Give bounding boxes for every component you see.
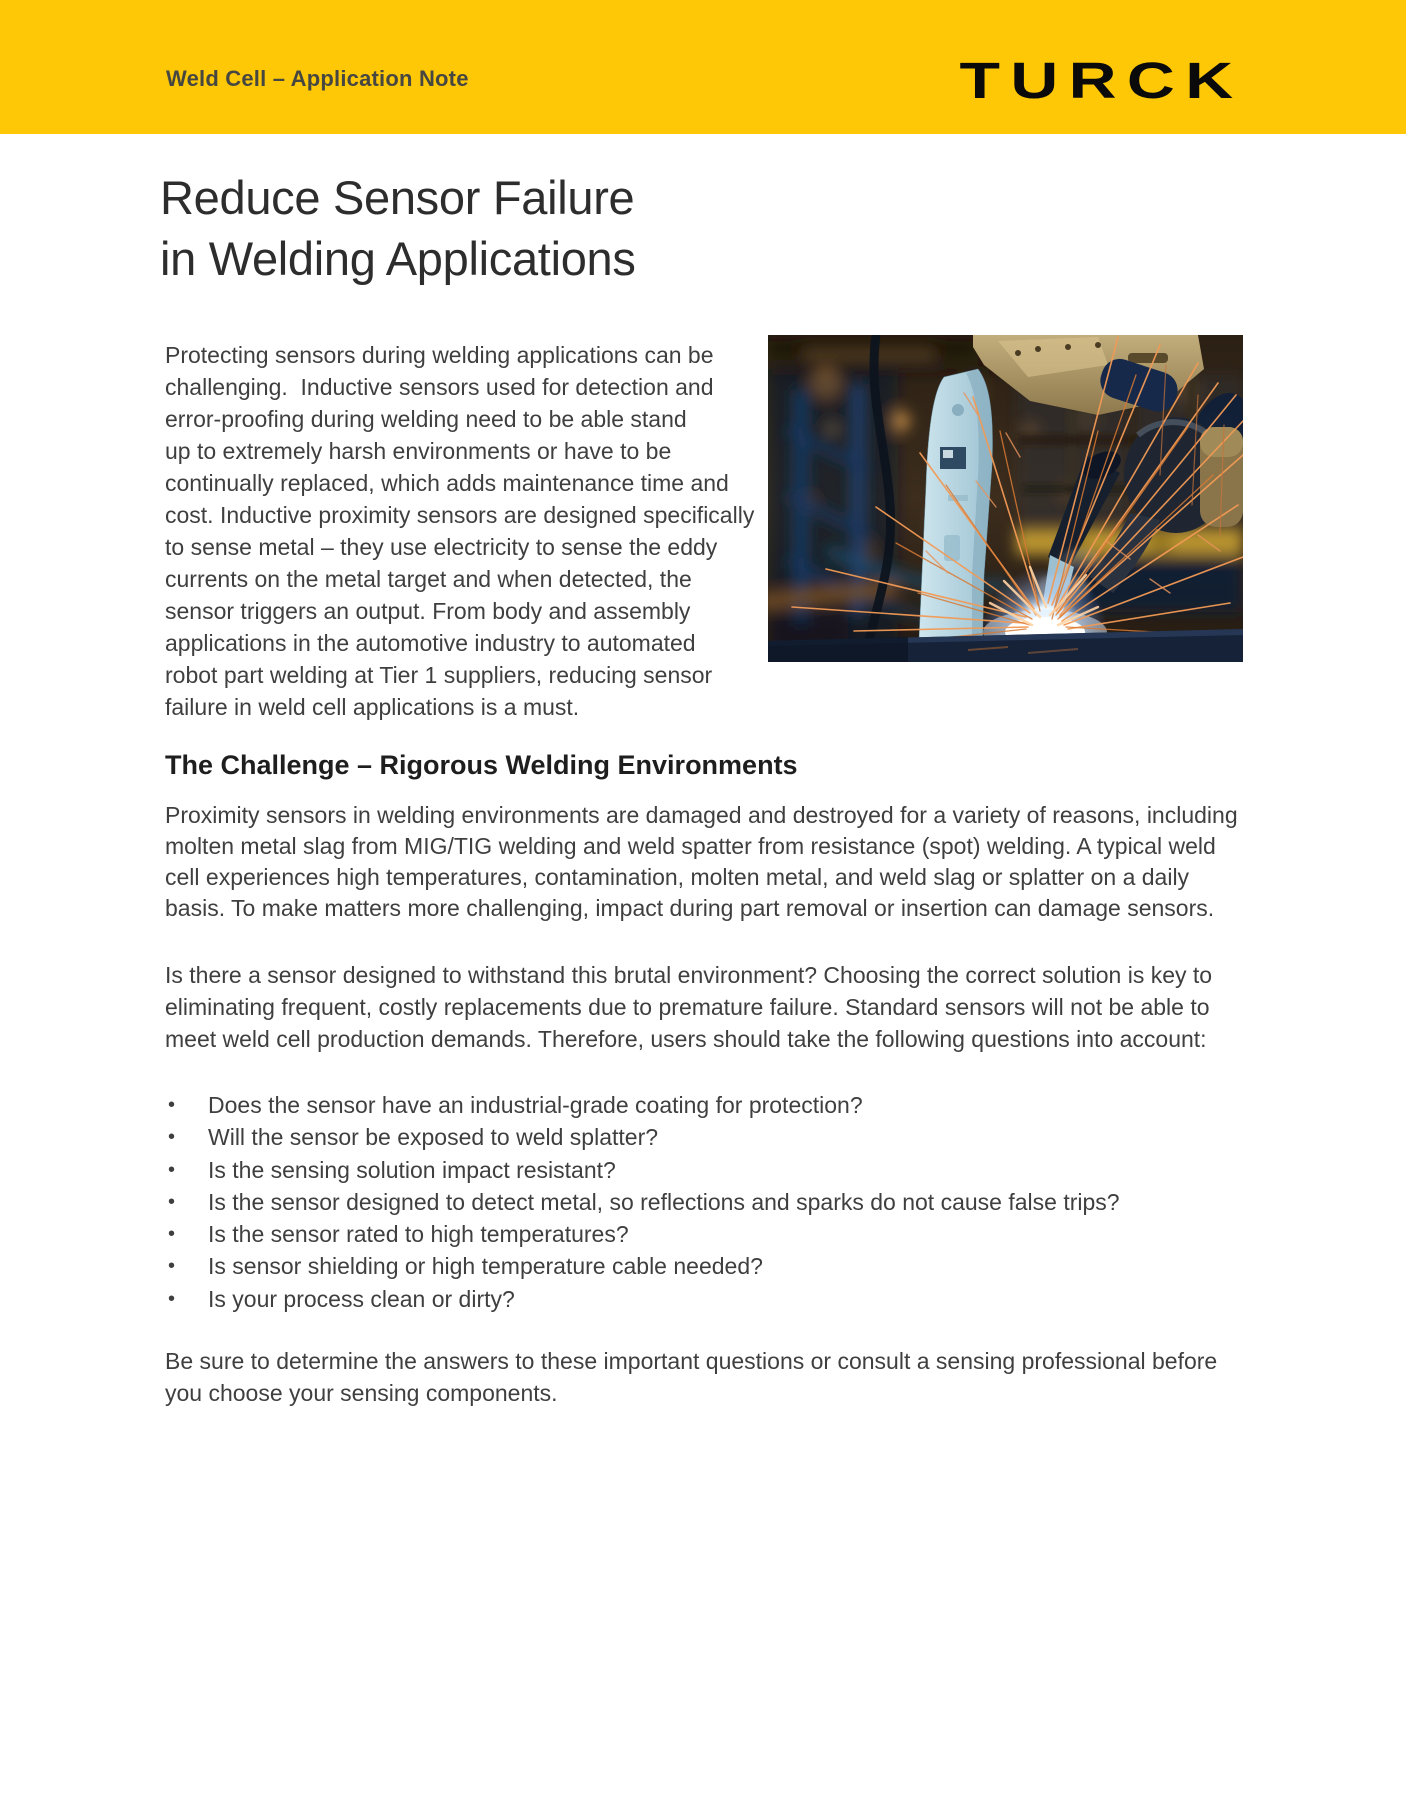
paragraph-line: Proximity sensors in welding environments are damaged and destroyed for a variety of reasons, including bbox=[165, 802, 1238, 828]
intro-line: to sense metal – they use electricity to sense the eddy bbox=[165, 534, 718, 560]
intro-line: continually replaced, which adds maintenance time and bbox=[165, 470, 729, 496]
intro-line: Protecting sensors during welding applications can be bbox=[165, 342, 714, 368]
bullet-text: Does the sensor have an industrial-grade coating for protection? bbox=[208, 1092, 863, 1118]
page-title-line: Reduce Sensor Failure bbox=[160, 171, 635, 224]
bullet-item bbox=[165, 1089, 1120, 1121]
bullet-icon: • bbox=[168, 1158, 176, 1181]
paragraph-line: Be sure to determine the answers to these important questions or consult a sensing professional before bbox=[165, 1348, 1218, 1374]
bullet-icon: • bbox=[168, 1287, 176, 1310]
bullet-item bbox=[165, 1250, 1120, 1282]
intro-line: up to extremely harsh environments or have to be bbox=[165, 438, 672, 464]
bullet-text: Is the sensor designed to detect metal, so reflections and sparks do not cause false trips? bbox=[208, 1188, 1120, 1215]
paragraph-line: basis. To make matters more challenging, impact during part removal or insertion can damage sensors. bbox=[165, 895, 1215, 921]
challenge-paragraph-2 bbox=[165, 959, 1212, 1055]
intro-line: sensor triggers an output. From body and assembly bbox=[165, 598, 691, 624]
section-heading: The Challenge – Rigorous Welding Environments bbox=[165, 750, 798, 780]
bullet-text: Is sensor shielding or high temperature cable needed? bbox=[208, 1253, 763, 1280]
document-type-label: Weld Cell – Application Note bbox=[166, 66, 469, 91]
bullet-icon: • bbox=[168, 1190, 176, 1213]
bullet-text: Is the sensor rated to high temperatures? bbox=[208, 1221, 629, 1248]
paragraph-line: cell experiences high temperatures, contamination, molten metal, and weld slag or splatter on a daily bbox=[165, 864, 1190, 890]
bullet-icon: • bbox=[168, 1223, 176, 1246]
paragraph-line: Is there a sensor designed to withstand this brutal environment? Choosing the correct solution is key to bbox=[165, 962, 1213, 988]
intro-line: failure in weld cell applications is a must. bbox=[165, 694, 580, 720]
bullet-icon: • bbox=[168, 1255, 176, 1278]
bullet-text: Is your process clean or dirty? bbox=[208, 1285, 515, 1312]
bullet-text: Is the sensing solution impact resistant? bbox=[208, 1156, 616, 1183]
bullet-item bbox=[165, 1283, 1120, 1315]
bullet-item bbox=[165, 1121, 1120, 1153]
paragraph-line: molten metal slag from MIG/TIG welding and weld spatter from resistance (spot) welding. A typical weld bbox=[165, 833, 1216, 859]
paragraph-line: meet weld cell production demands. Therefore, users should take the following questions into account: bbox=[165, 1026, 1207, 1052]
paragraph-line: you choose your sensing components. bbox=[165, 1380, 558, 1406]
intro-line: currents on the metal target and when detected, the bbox=[165, 566, 692, 592]
intro-line: error-proofing during welding need to be able stand bbox=[165, 406, 687, 432]
intro-line: challenging. Inductive sensors used for detection and bbox=[165, 374, 714, 400]
page-title-line: in Welding Applications bbox=[160, 232, 636, 285]
bullet-item bbox=[165, 1218, 1120, 1250]
intro-line: applications in the automotive industry to automated bbox=[165, 630, 696, 656]
header-bar bbox=[0, 0, 1406, 134]
page-title bbox=[160, 167, 636, 289]
bullet-item bbox=[165, 1186, 1120, 1218]
paragraph-line: eliminating frequent, costly replacements due to premature failure. Standard sensors will not be able to bbox=[165, 994, 1210, 1020]
intro-line: robot part welding at Tier 1 suppliers, reducing sensor bbox=[165, 662, 713, 688]
bullet-icon: • bbox=[168, 1094, 176, 1116]
bullet-icon: • bbox=[168, 1126, 176, 1149]
challenge-paragraph-1 bbox=[165, 800, 1238, 924]
turck-logo: TURCK bbox=[958, 52, 1243, 109]
intro-paragraph bbox=[165, 339, 754, 723]
question-bullet-list bbox=[165, 1089, 1120, 1315]
bullet-item bbox=[165, 1154, 1120, 1186]
intro-line: cost. Inductive proximity sensors are designed specifically bbox=[165, 502, 755, 528]
bullet-text: Will the sensor be exposed to weld splatter? bbox=[208, 1124, 659, 1151]
closing-paragraph bbox=[165, 1345, 1217, 1409]
welding-robot-photo bbox=[768, 335, 1243, 662]
